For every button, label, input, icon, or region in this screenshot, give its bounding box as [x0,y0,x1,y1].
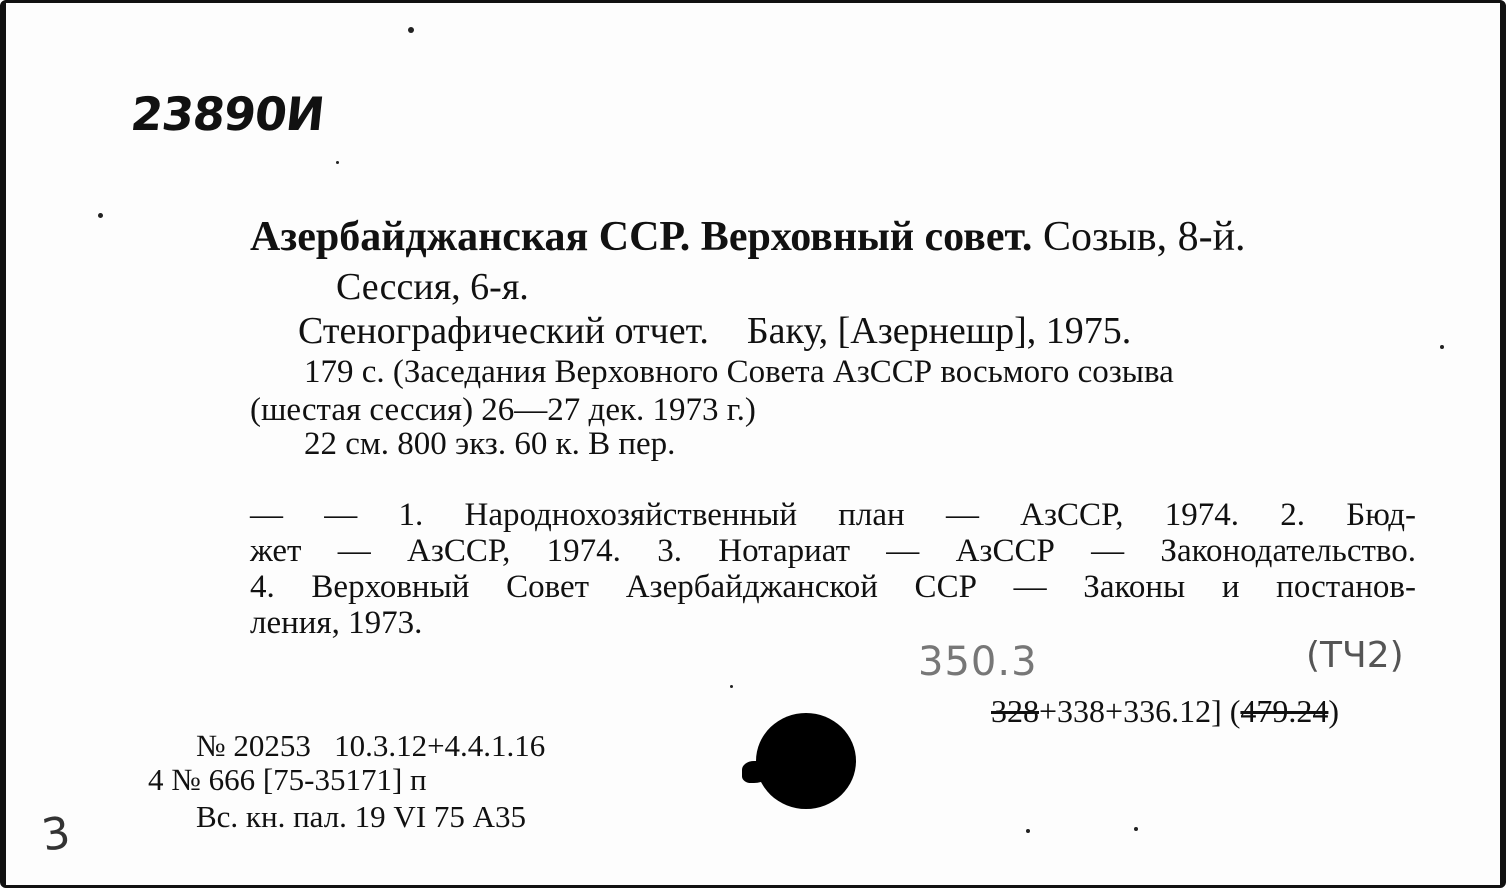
subject-line-2 [250,533,1416,570]
handwritten-inventory-number: 23890И [128,87,327,141]
speck [1026,829,1030,833]
registration-line-3: Вс. кн. пал. 19 VI 75 А35 [196,799,527,834]
subject-text-1: — — 1. Народнохозяйственный план — АзССР, 1974. 2. Бюд- [250,497,1416,533]
registration-line-1: № 20253 10.3.12+4.4.1.16 [196,728,546,763]
title-line: Стенографический отчет. Баку, [Азернешр], 1975. [298,310,1132,352]
corner-handwritten-mark: 3 [38,807,74,862]
subject-line-1 [250,497,1416,534]
ink-blot [756,713,856,809]
heading-line [250,213,1246,261]
description-line-2: (шестая сессия) 26—27 дек. 1973 г.) [250,392,756,428]
description-line-3: 22 см. 800 экз. 60 к. В пер. [304,426,676,462]
speck [98,213,103,218]
classification-index [991,693,1339,730]
subject-text-2: жет — АзССР, 1974. 3. Нотариат — АзССР — Законодательство. [250,533,1416,569]
speck [1440,345,1444,349]
pencil-call-number: 350.3 [918,639,1038,685]
pencil-bracket-note: (ТЧ2) [1306,635,1404,676]
speck [730,685,733,688]
classification-struck-suffix: 479.24 [1240,693,1329,729]
heading-convocation: Созыв, 8-й. [1042,214,1246,260]
subject-line-3 [250,569,1416,606]
classification-end: ) [1328,693,1340,729]
heading-main: Азербайджанская ССР. Верховный совет. [250,214,1033,260]
subject-text-3: 4. Верховный Совет Азербайджанской ССР — Законы и постанов- [250,569,1416,605]
speck [408,27,414,33]
classification-middle: +338+336.12] ( [1039,693,1241,729]
speck [336,161,339,164]
description-line-1: 179 с. (Заседания Верховного Совета АзССР восьмого созыва [304,354,1174,390]
speck [1134,827,1138,831]
session-line: Сессия, 6-я. [336,266,529,308]
subject-line-4: ления, 1973. [250,605,423,641]
classification-struck-prefix: 328 [991,693,1039,729]
registration-line-2: 4 № 666 [75-35171] п [148,762,427,797]
